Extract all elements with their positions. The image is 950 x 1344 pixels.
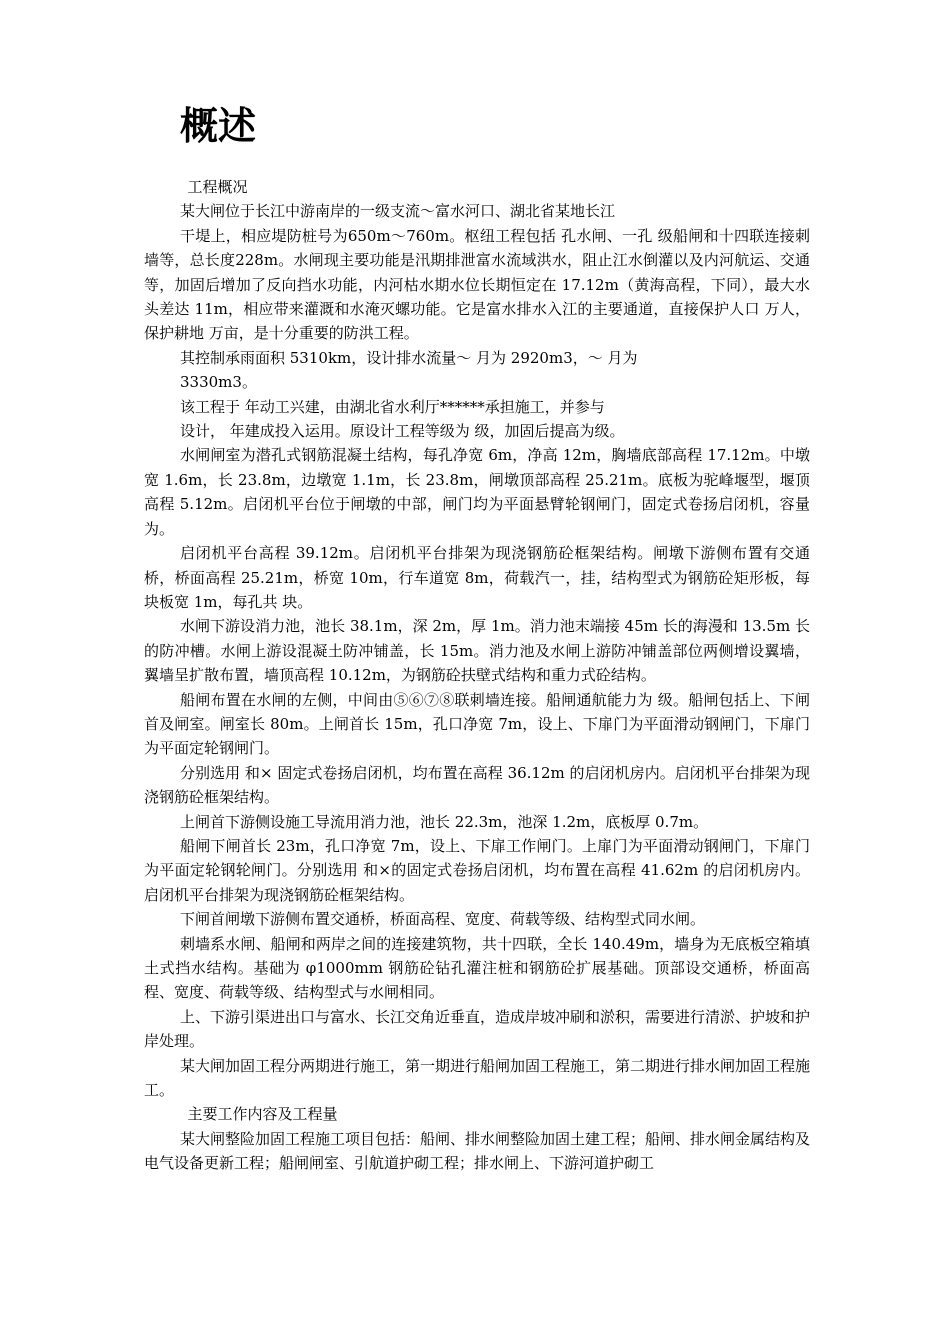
paragraph: 上闸首下游侧设施工导流用消力池，池长 22.3m，池深 1.2m，底板厚 0.7m。: [180, 812, 709, 831]
paragraph: 船闸布置在水闸的左侧，中间由⑤⑥⑦⑧联刺墙连接。船闸通航能力为 级。船闸包括上、下闸首及闸室。闸室长 80m。上闸首长 15m，孔口净宽 7m，设上、下扉门为平面滑动钢闸门，下扉门为平面定轮钢闸门。: [144, 690, 810, 758]
paragraph: 干堤上，相应堤防桩号为650m～760m。枢纽工程包括 孔水闸、一孔 级船闸和十四联连接刺墙等，总长度228m。水闸现主要功能是汛期排泄富水流域洪水，阻止江水倒灌以及内河航运、交通等，加固后增加了反向挡水功能，内河枯水期水位长期恒定在 17.12m（黄海高程，下同），最大水头差达 11m，相应带来灌溉和水淹灭螺功能。它是富水排水入江的主要通道，直接保护人口 万人，保护耕地 万亩，是十分重要的防洪工程。: [144, 226, 810, 343]
paragraph: 上、下游引渠进出口与富水、长江交角近垂直，造成岸坡冲刷和淤积，需要进行清淤、护坡和护岸处理。: [144, 1007, 811, 1051]
paragraph: 该工程于 年动工兴建，由湖北省水利厅******承担施工，并参与: [180, 397, 605, 416]
paragraph: 某大闸整险加固工程施工项目包括：船闸、排水闸整险加固土建工程；船闸、排水闸金属结构及电气设备更新工程；船闸闸室、引航道护砌工程；排水闸上、下游河道护砌工: [144, 1129, 811, 1173]
paragraph: 水闸闸室为潜孔式钢筋混凝土结构，每孔净宽 6m，净高 12m，胸墙底部高程 17.12m。中墩宽 1.6m，长 23.8m，边墩宽 1.1m，长 23.8m，闸墩顶部高程 25.21m。底板为驼峰堰型，堰顶高程 5.12m。启闭机平台位于闸墩的中部，闸门均为平面悬臂轮钢闸门，固定式卷扬启闭机，容量为。: [144, 446, 810, 538]
paragraph: 其控制承雨面积 5310km，设计排水流量～ 月为 2920m3，～ 月为: [180, 348, 638, 367]
paragraph: 3330m3。: [180, 373, 257, 392]
paragraph: 船闸下闸首长 23m，孔口净宽 7m，设上、下扉工作闸门。上扉门为平面滑动钢闸门，下扉门为平面定轮钢轮闸门。分别选用 和×的固定式卷扬启闭机，均布置在高程 41.62m 的启闭机房内。启闭机平台排架为现浇钢筋砼框架结构。: [144, 836, 810, 904]
section-heading: 工程概况: [187, 178, 248, 196]
paragraph: 某大闸加固工程分两期进行施工，第一期进行船闸加固工程施工，第二期进行排水闸加固工程施工。: [144, 1056, 811, 1100]
paragraph: 分别选用 和× 固定式卷扬启闭机，均布置在高程 36.12m 的启闭机房内。启闭机平台排架为现浇钢筋砼框架结构。: [144, 763, 810, 807]
paragraph: 水闸下游设消力池，池长 38.1m，深 2m，厚 1m。消力池末端接 45m 长的海漫和 13.5m 长的防冲槽。水闸上游设混凝土防冲铺盖，长 15m。消力池及水闸上游防冲铺盖部位两侧增设翼墙，翼墙呈扩散布置，墙顶高程 10.12m，为钢筋砼扶壁式结构和重力式砼结构。: [144, 617, 810, 685]
paragraph: 刺墙系水闸、船闸和两岸之间的连接建筑物，共十四联，全长 140.49m，墙身为无底板空箱填土式挡水结构。基础为 φ1000mm 钢筋砼钻孔灌注桩和钢筋砼扩展基础。顶部设交通桥，桥面高程、宽度、荷载等级、结构型式与水闸相同。: [144, 934, 810, 1002]
page-title: 概述: [180, 104, 257, 148]
paragraph: 启闭机平台高程 39.12m。启闭机平台排架为现浇钢筋砼框架结构。闸墩下游侧布置有交通桥，桥面高程 25.21m，桥宽 10m，行车道宽 8m，荷载汽一，挂，结构型式为钢筋砼矩形板，每块板宽 1m，每孔共 块。: [144, 544, 810, 611]
paragraph: 设计， 年建成投入运用。原设计工程等级为 级，加固后提高为级。: [180, 422, 625, 441]
section-heading: 主要工作内容及工程量: [187, 1105, 338, 1124]
paragraph: 下闸首闸墩下游侧布置交通桥，桥面高程、宽度、荷载等级、结构型式同水闸。: [180, 910, 706, 929]
paragraph: 某大闸位于长江中游南岸的一级支流～富水河口、湖北省某地长江: [180, 202, 616, 221]
body-text: [144, 175, 810, 1176]
